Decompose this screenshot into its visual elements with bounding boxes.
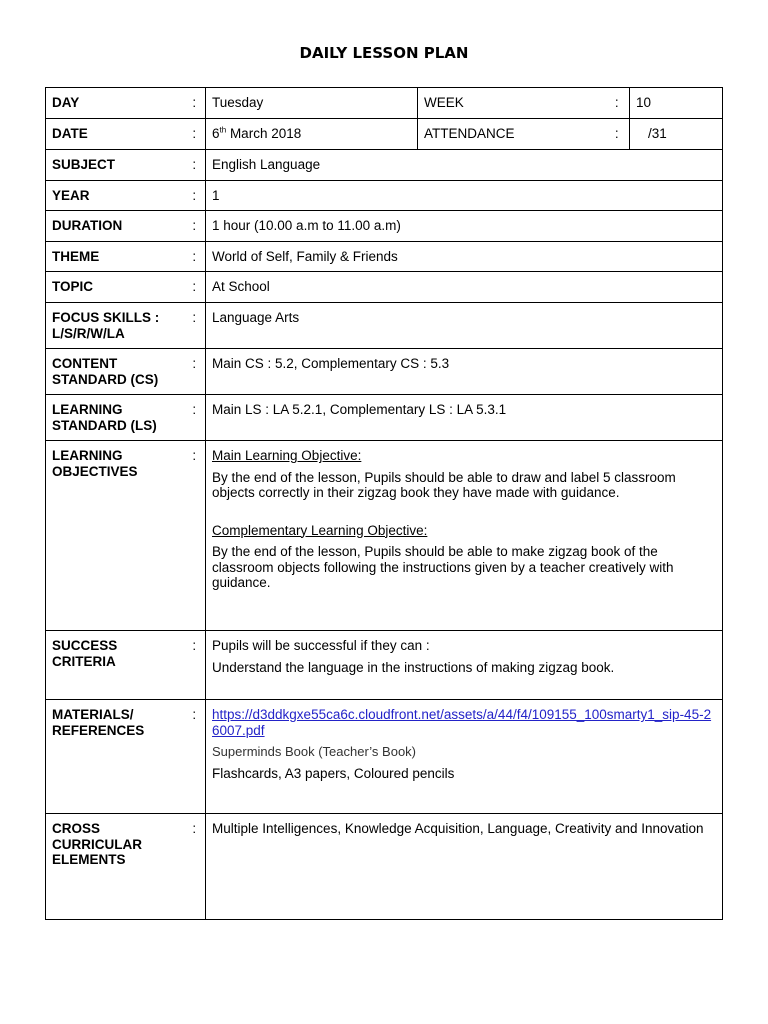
row-content-standard — [46, 349, 723, 395]
day-value: Tuesday — [206, 88, 418, 119]
materials-label-line: REFERENCES — [52, 722, 145, 738]
main-objective-heading: Main Learning Objective: — [212, 448, 362, 463]
learning-standard-label-line: STANDARD (LS) — [52, 417, 157, 433]
theme-label: THEME — [46, 242, 184, 272]
focus-skills-value: Language Arts — [206, 303, 723, 349]
content-standard-label-line: STANDARD (CS) — [52, 371, 159, 387]
date-suffix: th — [219, 125, 227, 135]
date-month-year: March 2018 — [226, 126, 302, 141]
complementary-objective-heading: Complementary Learning Objective: — [212, 522, 428, 538]
duration-value: 1 hour (10.00 a.m to 11.00 a.m) — [206, 211, 723, 242]
colon: : — [184, 349, 206, 395]
colon: : — [184, 700, 206, 814]
colon: : — [184, 150, 206, 181]
subject-value: English Language — [206, 150, 723, 181]
content-standard-value: Main CS : 5.2, Complementary CS : 5.3 — [206, 349, 723, 395]
materials-label — [46, 700, 184, 814]
main-objective-text: By the end of the lesson, Pupils should be able to draw and label 5 classroom objects correctly in their zigzag book they have made with guidance. — [212, 469, 676, 500]
colon: : — [184, 272, 206, 303]
cross-curricular-value: Multiple Intelligences, Knowledge Acquisition, Language, Creativity and Innovation — [206, 814, 723, 920]
colon: : — [184, 814, 206, 920]
subject-label: SUBJECT — [46, 150, 184, 181]
focus-skills-label — [46, 303, 184, 349]
learning-standard-value: Main LS : LA 5.2.1, Complementary LS : LA 5.3.1 — [206, 395, 723, 441]
learning-objectives-label-line: LEARNING — [52, 448, 123, 463]
success-criteria-line: Pupils will be successful if they can : — [212, 638, 430, 653]
materials-label-line: MATERIALS/ — [52, 707, 134, 722]
cross-curricular-label — [46, 814, 184, 920]
theme-value: World of Self, Family & Friends — [206, 242, 723, 272]
attendance-value: /31 — [630, 119, 723, 150]
reference-book: Superminds Book (Teacher’s Book) — [212, 744, 417, 759]
materials-list: Flashcards, A3 papers, Coloured pencils — [212, 765, 455, 781]
learning-objectives-value — [206, 441, 723, 631]
year-value: 1 — [206, 181, 723, 211]
duration-label: DURATION — [46, 211, 184, 242]
row-success-criteria — [46, 631, 723, 700]
row-learning-objectives — [46, 441, 723, 631]
row-subject — [46, 150, 723, 181]
success-criteria-value — [206, 631, 723, 700]
colon: : — [184, 303, 206, 349]
date-value — [206, 119, 418, 150]
success-criteria-line: Understand the language in the instructions of making zigzag book. — [212, 659, 615, 675]
topic-label: TOPIC — [46, 272, 184, 303]
colon: : — [184, 88, 206, 119]
week-label: WEEK — [418, 88, 605, 119]
colon: : — [184, 181, 206, 211]
colon: : — [605, 119, 630, 150]
success-criteria-label-line: CRITERIA — [52, 653, 116, 669]
row-topic — [46, 272, 723, 303]
focus-skills-label-line: FOCUS SKILLS : — [52, 310, 160, 325]
colon: : — [184, 242, 206, 272]
content-standard-label-line: CONTENT — [52, 356, 118, 371]
row-cross-curricular — [46, 814, 723, 920]
date-label: DATE — [46, 119, 184, 150]
success-criteria-label — [46, 631, 184, 700]
week-value: 10 — [630, 88, 723, 119]
day-label: DAY — [46, 88, 184, 119]
row-theme — [46, 242, 723, 272]
success-criteria-label-line: SUCCESS — [52, 638, 118, 653]
colon: : — [184, 211, 206, 242]
row-date — [46, 119, 723, 150]
content-standard-label — [46, 349, 184, 395]
complementary-objective-text: By the end of the lesson, Pupils should be able to make zigzag book of the classroom objects following the instructions given by a teacher creatively with guidance. — [212, 544, 674, 590]
row-learning-standard — [46, 395, 723, 441]
year-label: YEAR — [46, 181, 184, 211]
row-materials — [46, 700, 723, 814]
colon: : — [184, 631, 206, 700]
colon: : — [184, 119, 206, 150]
row-year — [46, 181, 723, 211]
resource-link[interactable]: https://d3ddkgxe55ca6c.cloudfront.net/assets/a/44/f4/109155_100smarty1_sip-45-26007.pdf — [212, 707, 712, 738]
learning-objectives-label — [46, 441, 184, 631]
row-day — [46, 88, 723, 119]
date-day: 6 — [212, 126, 220, 141]
lesson-plan-table — [45, 87, 723, 920]
document-title: DAILY LESSON PLAN — [299, 44, 469, 62]
attendance-label: ATTENDANCE — [418, 119, 605, 150]
learning-standard-label-line: LEARNING — [52, 402, 123, 417]
colon: : — [184, 441, 206, 631]
learning-standard-label — [46, 395, 184, 441]
colon: : — [605, 88, 630, 119]
learning-objectives-label-line: OBJECTIVES — [52, 463, 138, 479]
cross-curricular-label-line: ELEMENTS — [52, 852, 126, 867]
cross-curricular-label-line: CROSS — [52, 821, 101, 836]
cross-curricular-label-line: CURRICULAR — [52, 836, 142, 852]
row-duration — [46, 211, 723, 242]
row-focus-skills — [46, 303, 723, 349]
topic-value: At School — [206, 272, 723, 303]
focus-skills-label-line: L/S/R/W/LA — [52, 325, 125, 341]
colon: : — [184, 395, 206, 441]
materials-value — [206, 700, 723, 814]
